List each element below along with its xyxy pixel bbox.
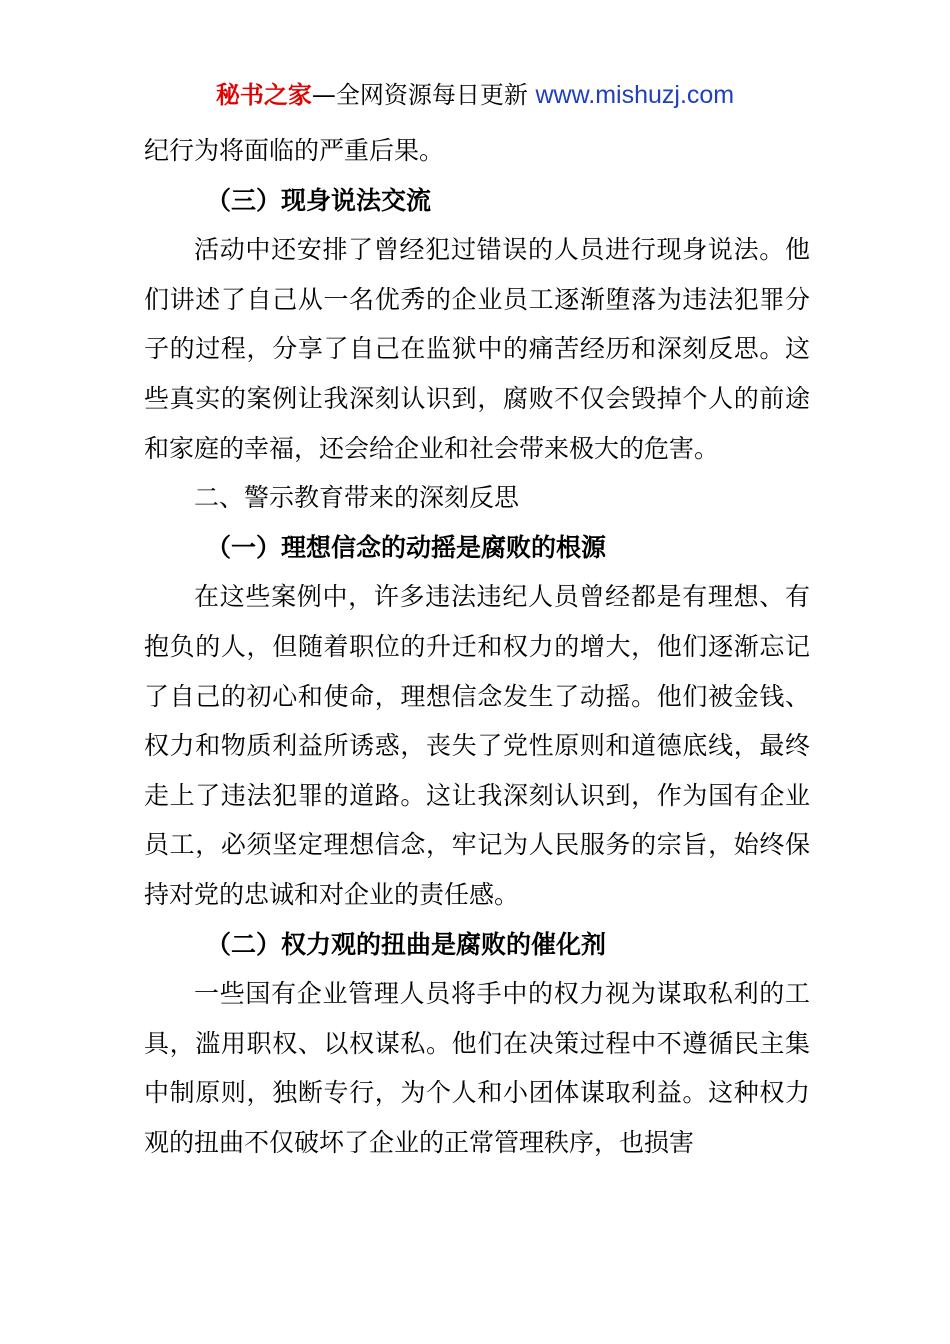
subheading-one: （一）理想信念的动摇是腐败的根源 xyxy=(206,532,607,562)
paragraph-testimony: 活动中还安排了曾经犯过错误的人员进行现身说法。他们讲述了自己从一名优秀的企业员工逐渐堕落为违法犯罪分子的过程，分享了自己在监狱中的痛苦经历和深刻反思。这些真实的案例让我深刻认识到，腐败不仅会毁掉个人的前途和家庭的幸福，还会给企业和社会带来极大的危害。 xyxy=(144,235,810,463)
header-tagline: —全网资源每日更新 xyxy=(311,81,528,109)
document-body xyxy=(144,126,810,1167)
paragraph-power: 一些国有企业管理人员将手中的权力视为谋取私利的工具，滥用职权、以权谋私。他们在决策过程中不遵循民主集中制原则，独断专行，为个人和小团体谋取利益。这种权力观的扭曲不仅破坏了企业的正常管理秩序，也损害 xyxy=(144,979,810,1157)
brand-name: 秘书之家 xyxy=(215,81,312,109)
subheading-three: （三）现身说法交流 xyxy=(206,185,432,215)
subheading-two: （二）权力观的扭曲是腐败的催化剂 xyxy=(206,929,607,959)
site-url-link[interactable]: www.mishuzj.com xyxy=(535,81,735,109)
paragraph-continuation: 纪行为将面临的严重后果。 xyxy=(144,136,445,165)
paragraph-ideals: 在这些案例中，许多违法违纪人员曾经都是有理想、有抱负的人，但随着职位的升迁和权力的增大，他们逐渐忘记了自己的初心和使命，理想信念发生了动摇。他们被金钱、权力和物质利益所诱惑，丧失了党性原则和道德底线，最终走上了违法犯罪的道路。这让我深刻认识到，作为国有企业员工，必须坚定理想信念，牢记为人民服务的宗旨，始终保持对党的忠诚和对企业的责任感。 xyxy=(144,582,810,909)
section-heading-two: 二、警示教育带来的深刻反思 xyxy=(194,483,520,513)
site-header xyxy=(0,78,950,112)
